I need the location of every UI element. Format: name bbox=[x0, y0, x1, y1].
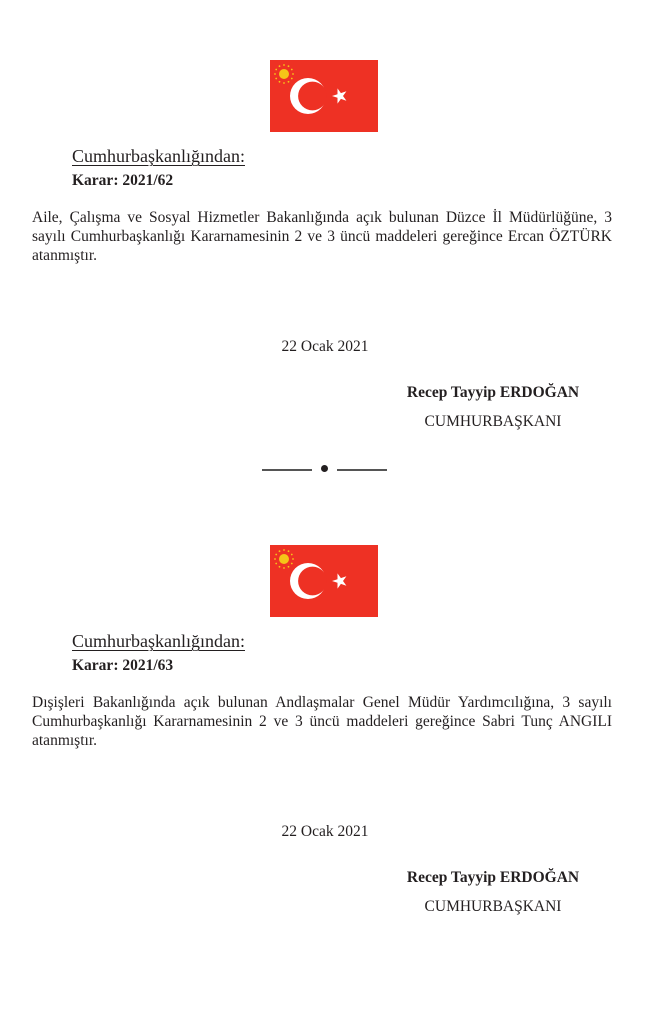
section-separator-dot-icon bbox=[262, 463, 388, 475]
decree-date: 22 Ocak 2021 bbox=[281, 338, 369, 355]
decree-body: Aile, Çalışma ve Sosyal Hizmetler Bakanlığında açık bulunan Düzce İl Müdürlüğüne, 3 sayılı Cumhurbaşkanlığı Kararnamesinin 2 ve 3 üncü maddeleri gereğince Ercan ÖZTÜRK atanmıştır. bbox=[32, 209, 612, 264]
presidential-flag-icon bbox=[270, 545, 378, 617]
decree-body: Dışişleri Bakanlığında açık bulunan Andlaşmalar Genel Müdür Yardımcılığına, 3 sayılı Cumhurbaşkanlığı Kararnamesinin 2 ve 3 üncü maddeleri gereğince Sabri Tunç ANGILI atanmıştır. bbox=[32, 694, 612, 749]
decision-number: Karar: 2021/62 bbox=[72, 172, 174, 189]
separator-line-right bbox=[337, 469, 387, 471]
signer-name: Recep Tayyip ERDOĞAN bbox=[406, 869, 580, 886]
decision-number: Karar: 2021/63 bbox=[72, 657, 174, 674]
signer-title: CUMHURBAŞKANI bbox=[424, 898, 562, 915]
separator-line-left bbox=[262, 469, 312, 471]
issuer-heading: Cumhurbaşkanlığından: bbox=[72, 146, 245, 166]
presidential-flag-icon bbox=[270, 60, 378, 132]
signer-title: CUMHURBAŞKANI bbox=[424, 413, 562, 430]
decree-date: 22 Ocak 2021 bbox=[281, 823, 369, 840]
issuer-heading: Cumhurbaşkanlığından: bbox=[72, 631, 245, 651]
separator-dot bbox=[321, 465, 328, 472]
signer-name: Recep Tayyip ERDOĞAN bbox=[406, 384, 580, 401]
